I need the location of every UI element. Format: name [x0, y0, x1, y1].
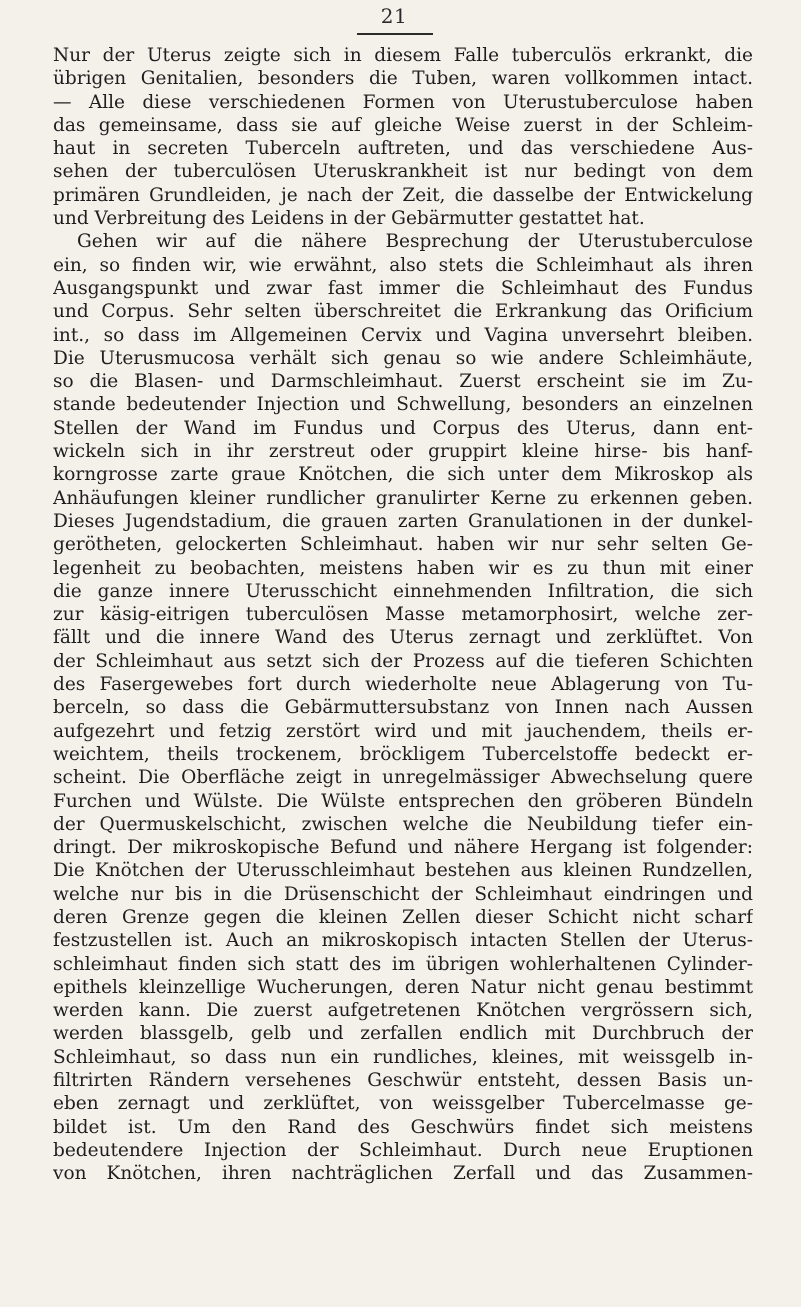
text-line: ein, so finden wir, wie erwähnt, also stets die Schleimhaut als ihren	[53, 254, 753, 276]
text-line: wickeln sich in ihr zerstreut oder gruppirt kleine hirse- bis hanf-	[53, 441, 753, 463]
text-line: bedeutendere Injection der Schleimhaut. Durch neue Eruptionen	[53, 1139, 753, 1161]
text-line: von Knötchen, ihren nachträglichen Zerfall und das Zusammen-	[53, 1163, 753, 1185]
text-line: der Schleimhaut aus setzt sich der Prozess auf die tieferen Schichten	[53, 650, 753, 672]
text-line: deren Grenze gegen die kleinen Zellen dieser Schicht nicht scharf	[53, 906, 753, 928]
text-line: legenheit zu beobachten, meistens haben wir es zu thun mit einer	[53, 557, 753, 579]
text-line: und Corpus. Sehr selten überschreitet die Erkrankung das Orificium	[53, 301, 753, 323]
text-line: die ganze innere Uterusschicht einnehmenden Infiltration, die sich	[53, 580, 753, 602]
page-number: 21	[380, 4, 408, 28]
text-line: primären Grundleiden, je nach der Zeit, die dasselbe der Entwickelung	[53, 184, 753, 206]
text-line: gerötheten, gelockerten Schleimhaut. haben wir nur sehr selten Ge-	[53, 534, 753, 556]
text-line: Furchen und Wülste. Die Wülste entsprechen den gröberen Bündeln	[53, 790, 753, 812]
text-line: Ausgangspunkt und zwar fast immer die Schleimhaut des Fundus	[53, 277, 753, 299]
text-line: Die Uterusmucosa verhält sich genau so wie andere Schleimhäute,	[53, 347, 753, 369]
text-line: Stellen der Wand im Fundus und Corpus des Uterus, dann ent-	[53, 417, 753, 439]
text-line: sehen der tuberculösen Uteruskrankheit ist nur bedingt von dem	[53, 161, 753, 183]
text-line: aufgezehrt und fetzig zerstört wird und mit jauchendem, theils er-	[53, 720, 753, 742]
text-line: und Verbreitung des Leidens in der Gebärmutter gestattet hat.	[53, 208, 645, 230]
text-line: festzustellen ist. Auch an mikroskopisch intacten Stellen der Uterus-	[53, 930, 753, 952]
text-line: schleimhaut finden sich statt des im übrigen wohlerhaltenen Cylinder-	[53, 953, 753, 975]
text-line: des Fasergewebes fort durch wiederholte neue Ablagerung von Tu-	[53, 674, 753, 696]
text-line: stande bedeutender Injection und Schwellung, besonders an einzelnen	[53, 394, 753, 416]
text-line: filtrirten Rändern versehenes Geschwür entsteht, dessen Basis un-	[53, 1070, 753, 1092]
body-text	[53, 44, 753, 1186]
text-line: werden blassgelb, gelb und zerfallen endlich mit Durchbruch der	[53, 1023, 753, 1045]
text-line: Nur der Uterus zeigte sich in diesem Falle tuberculös erkrankt, die	[53, 45, 753, 66]
text-line: epithels kleinzellige Wucherungen, deren Natur nicht genau bestimmt	[53, 976, 753, 998]
text-line: übrigen Genitalien, besonders die Tuben, waren vollkommen intact.	[53, 68, 753, 90]
page-number-rule	[357, 33, 433, 35]
text-line: eben zernagt und zerklüftet, von weissgelber Tubercelmasse ge-	[53, 1093, 753, 1115]
text-line: dringt. Der mikroskopische Befund und nähere Hergang ist folgender:	[53, 837, 753, 859]
text-line: scheint. Die Oberfläche zeigt in unregelmässiger Abwechselung quere	[53, 767, 753, 789]
text-line: der Quermuskelschicht, zwischen welche die Neubildung tiefer ein-	[53, 813, 753, 835]
text-line: haut in secreten Tuberceln auftreten, und das verschiedene Aus-	[53, 138, 753, 160]
text-line: das gemeinsame, dass sie auf gleiche Weise zuerst in der Schleim-	[53, 114, 753, 136]
text-line: berceln, so dass die Gebärmuttersubstanz von Innen nach Aussen	[53, 697, 753, 719]
text-line: Schleimhaut, so dass nun ein rundliches, kleines, mit weissgelb in-	[53, 1046, 753, 1068]
text-line: Dieses Jugendstadium, die grauen zarten Granulationen in der dunkel-	[53, 510, 753, 532]
text-line: fällt und die innere Wand des Uterus zernagt und zerklüftet. Von	[53, 627, 753, 649]
text-line: werden kann. Die zuerst aufgetretenen Knötchen vergrössern sich,	[53, 1000, 753, 1022]
text-line: bildet ist. Um den Rand des Geschwürs findet sich meistens	[53, 1116, 753, 1138]
text-line: Gehen wir auf die nähere Besprechung der Uterustuberculose	[77, 231, 753, 253]
text-line: so die Blasen- und Darmschleimhaut. Zuerst erscheint sie im Zu-	[53, 371, 753, 393]
text-line: welche nur bis in die Drüsenschicht der Schleimhaut eindringen und	[53, 883, 753, 905]
text-line: — Alle diese verschiedenen Formen von Uterustuberculose haben	[53, 91, 753, 113]
text-line: zur käsig-eitrigen tuberculösen Masse metamorphosirt, welche zer-	[53, 604, 753, 626]
text-line: Anhäufungen kleiner rundlicher granulirter Kerne zu erkennen geben.	[53, 487, 753, 509]
text-line: int., so dass im Allgemeinen Cervix und Vagina unversehrt bleiben.	[53, 324, 753, 346]
text-line: korngrosse zarte graue Knötchen, die sich unter dem Mikroskop als	[53, 464, 753, 486]
text-line: Die Knötchen der Uterusschleimhaut bestehen aus kleinen Rundzellen,	[53, 860, 753, 882]
text-line: weichtem, theils trockenem, bröckligem Tubercelstoffe bedeckt er-	[53, 743, 753, 765]
